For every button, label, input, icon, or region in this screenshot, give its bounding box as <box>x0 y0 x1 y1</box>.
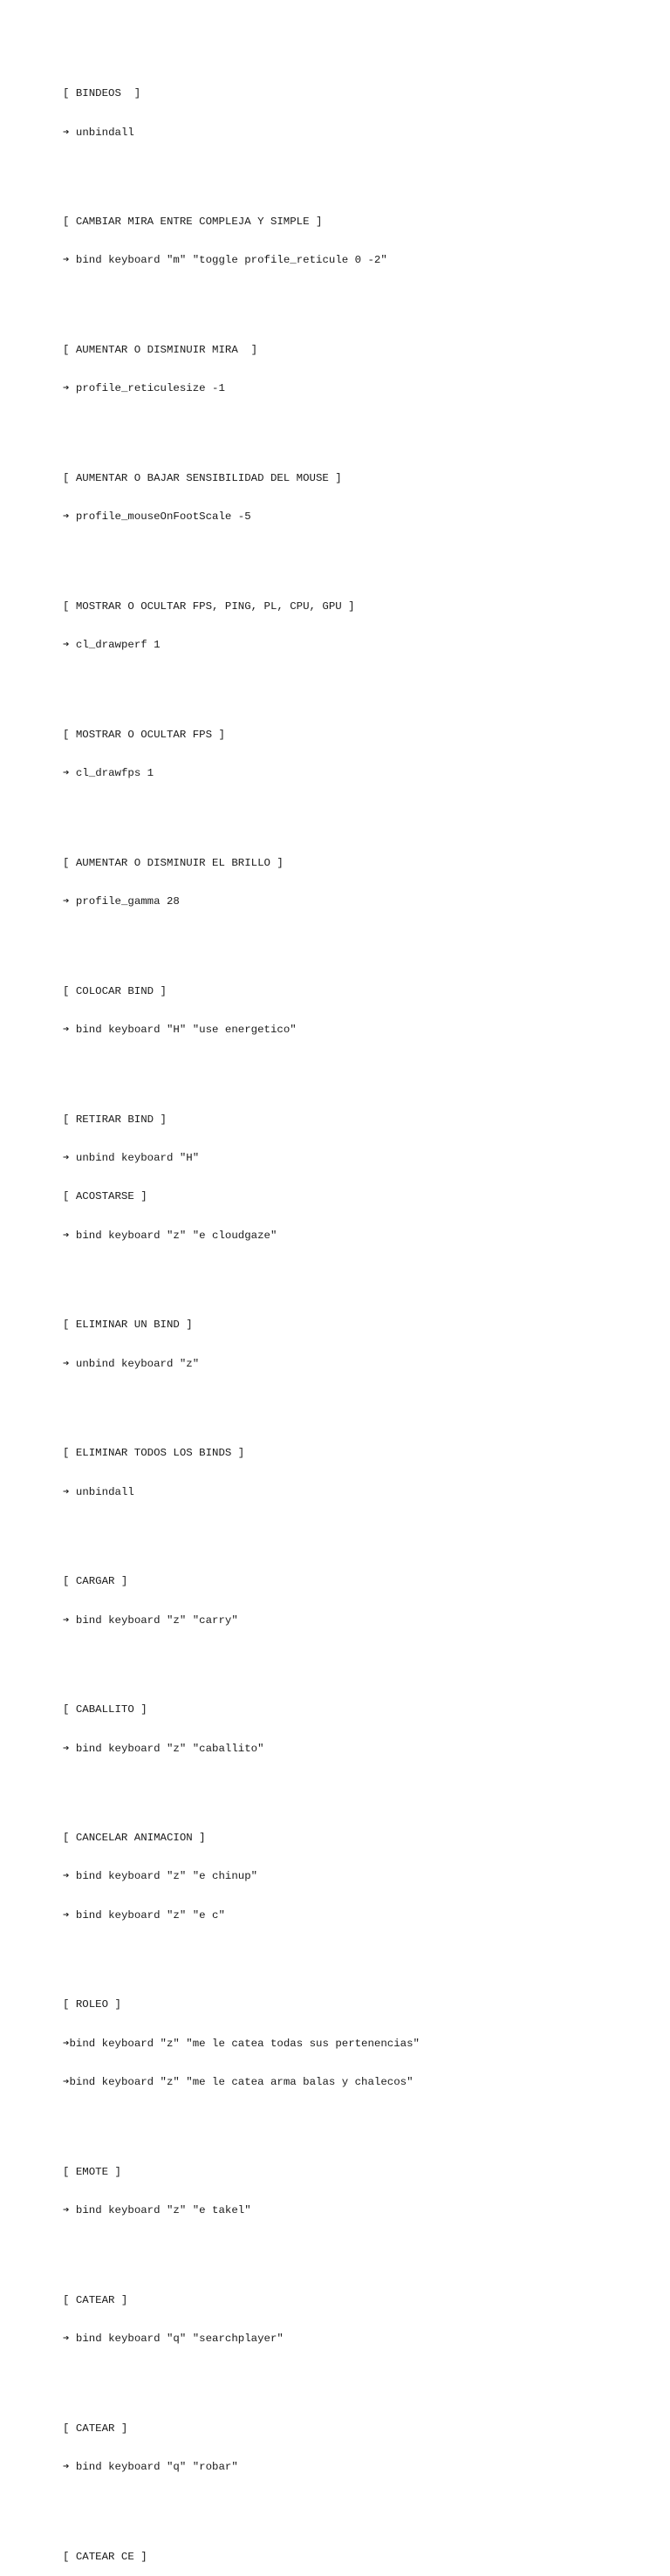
section-heading: [ AUMENTAR O BAJAR SENSIBILIDAD DEL MOUSE ] <box>63 472 342 485</box>
command-line: ➔ bind keyboard "z" "e cloudgaze" <box>63 1229 277 1242</box>
command-line: ➔ unbind keyboard "H" <box>63 1152 200 1165</box>
blank-line <box>63 1653 656 1666</box>
section-heading: [ MOSTRAR O OCULTAR FPS, PING, PL, CPU, GPU ] <box>63 600 355 613</box>
section-heading: [ MOSTRAR O OCULTAR FPS ] <box>63 729 225 742</box>
command-line: ➔ unbindall <box>63 126 134 139</box>
blank-line <box>63 1396 656 1409</box>
command-line: ➔ cl_drawperf 1 <box>63 639 161 652</box>
command-line: ➔ cl_drawfps 1 <box>63 767 154 780</box>
blank-line <box>63 550 656 563</box>
blank-line <box>63 293 656 306</box>
section-heading: [ CARGAR ] <box>63 1575 128 1588</box>
section-heading: [ AUMENTAR O DISMINUIR EL BRILLO ] <box>63 857 284 870</box>
command-line: ➔ bind keyboard "q" "robar" <box>63 2460 238 2473</box>
blank-line <box>63 935 656 948</box>
section-heading: [ ELIMINAR UN BIND ] <box>63 1319 193 1332</box>
section-heading: [ ELIMINAR TODOS LOS BINDS ] <box>63 1447 245 1460</box>
section-heading: [ ACOSTARSE ] <box>63 1190 147 1203</box>
section-heading: [ CATEAR ] <box>63 2293 128 2306</box>
command-line: ➔ profile_reticulesize -1 <box>63 382 225 395</box>
blank-line <box>63 2243 656 2256</box>
command-line: ➔ unbindall <box>63 1485 134 1498</box>
command-line: ➔bind keyboard "z" "me le catea arma balas y chalecos" <box>63 2075 414 2088</box>
command-line: ➔ bind keyboard "q" "searchplayer" <box>63 2332 284 2345</box>
section-heading: [ BINDEOS ] <box>63 87 141 100</box>
blank-line <box>63 2114 656 2127</box>
command-line: ➔ bind keyboard "z" "e chinup" <box>63 1870 258 1883</box>
command-line: ➔ bind keyboard "m" "toggle profile_reticule 0 -2" <box>63 254 387 267</box>
command-line: ➔ profile_mouseOnFootScale -5 <box>63 510 251 524</box>
section-heading: [ COLOCAR BIND ] <box>63 985 167 998</box>
blank-line <box>63 1781 656 1794</box>
document-body <box>63 62 656 2576</box>
command-line: ➔ bind keyboard "z" "caballito" <box>63 1742 264 1755</box>
section-heading: [ AUMENTAR O DISMINUIR MIRA ] <box>63 344 258 357</box>
command-line: ➔bind keyboard "z" "me le catea todas sus pertenencias" <box>63 2037 420 2050</box>
blank-line <box>63 421 656 435</box>
section-heading: [ CABALLITO ] <box>63 1703 147 1716</box>
section-heading: [ ROLEO ] <box>63 1998 121 2011</box>
blank-line <box>63 1948 656 1961</box>
section-heading: [ CAMBIAR MIRA ENTRE COMPLEJA Y SIMPLE ] <box>63 216 323 229</box>
command-line: ➔ unbind keyboard "z" <box>63 1357 200 1370</box>
section-heading: [ CATEAR ] <box>63 2422 128 2435</box>
blank-line <box>63 806 656 819</box>
blank-line <box>63 1524 656 1538</box>
blank-line <box>63 678 656 691</box>
command-line: ➔ bind keyboard "z" "e takel" <box>63 2203 251 2216</box>
section-heading: [ RETIRAR BIND ] <box>63 1113 167 1127</box>
blank-line <box>63 2499 656 2512</box>
command-line: ➔ bind keyboard "z" "carry" <box>63 1613 238 1627</box>
command-line: ➔ bind keyboard "z" "e c" <box>63 1908 225 1922</box>
command-line: ➔ bind keyboard "H" "use energetico" <box>63 1024 297 1037</box>
blank-line <box>63 1268 656 1281</box>
blank-line <box>63 1062 656 1075</box>
blank-line <box>63 2371 656 2384</box>
blank-line <box>63 165 656 178</box>
command-line: ➔ profile_gamma 28 <box>63 895 180 908</box>
section-heading: [ CATEAR CE ] <box>63 2550 147 2563</box>
section-heading: [ CANCELAR ANIMACION ] <box>63 1832 206 1845</box>
section-heading: [ EMOTE ] <box>63 2165 121 2178</box>
